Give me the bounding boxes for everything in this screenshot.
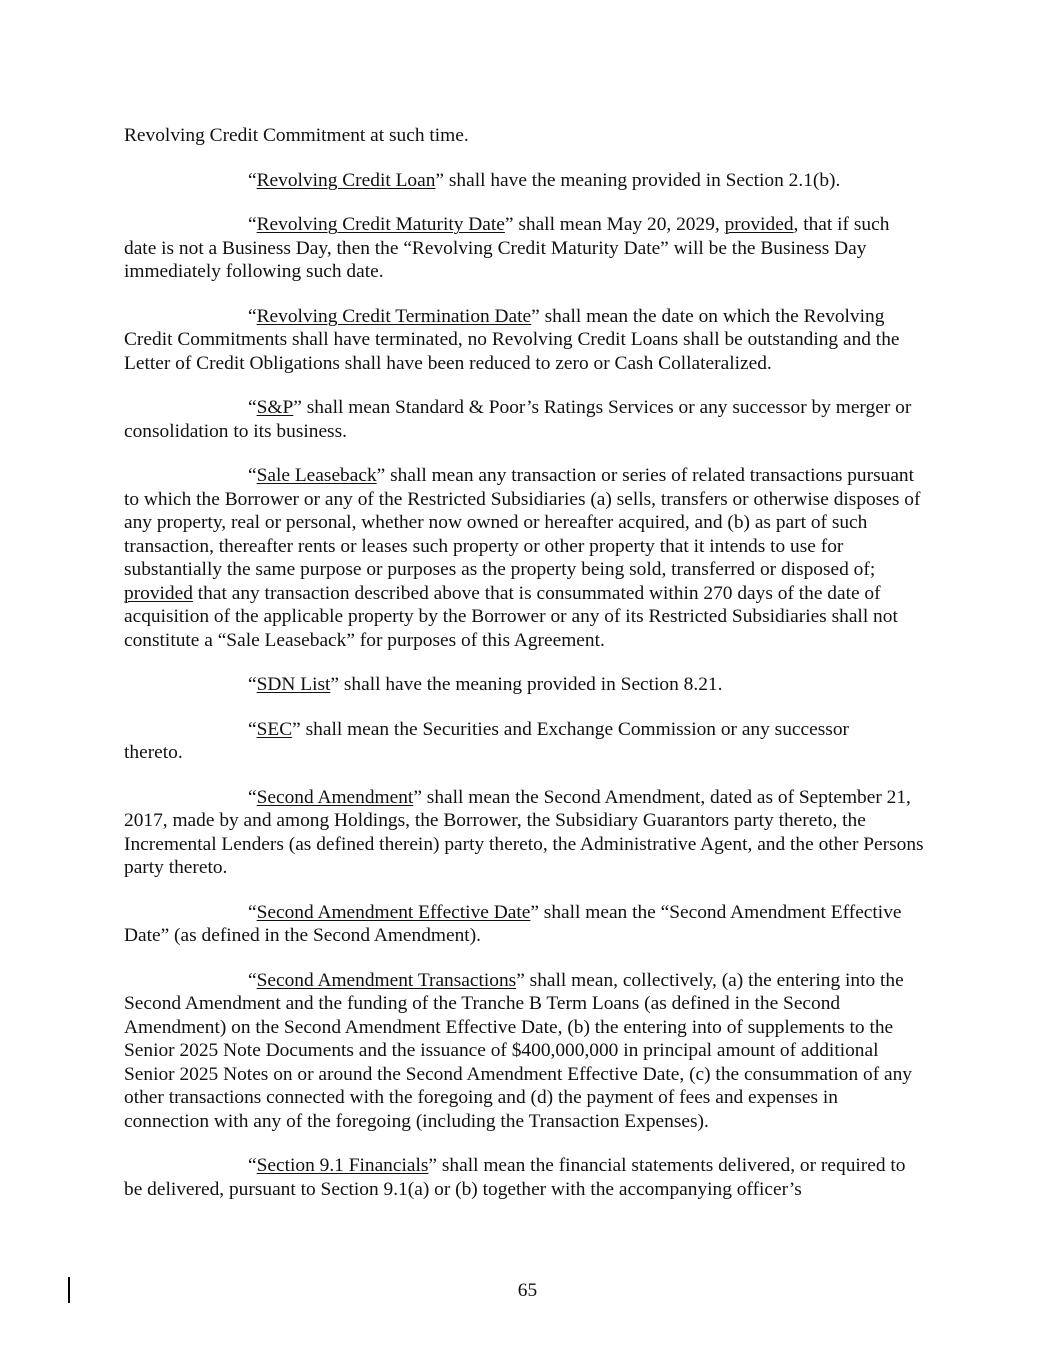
- definition-second-amendment-transactions: “Second Amendment Transactions” shall mean, collectively, (a) the entering into the Second Amendment and the funding of the Tranche B Term Loans (as defined in the Second Amendment) on the Second Amendment Effective Date, (b) the entering into of supplements to the Senior 2025 Note Documents and the issuance of $400,000,000 in principal amount of additional Senior 2025 Notes on or around the Second Amendment Effective Date, (c) the consummation of any other transactions connected with the foregoing and (d) the payment of fees and expenses in connection with any of the foregoing (including the Transaction Expenses).: [124, 969, 912, 1132]
- document-page: [124, 124, 926, 1222]
- proviso-term: provided: [724, 214, 794, 235]
- definition-sec: “SEC” shall mean the Securities and Exchange Commission or any successor thereto.: [124, 718, 926, 765]
- defined-term: S&P: [256, 397, 294, 418]
- definition-second-amendment: “Second Amendment” shall mean the Second Amendment, dated as of September 21, 2017, made by and among Holdings, the Borrower, the Subsidiary Guarantors party thereto, the Incremental Lenders (as defined therein) party thereto, the Administrative Agent, and the other Persons party thereto.: [124, 786, 924, 878]
- defined-term: Section 9.1 Financials: [256, 1155, 429, 1176]
- defined-term: Sale Leaseback: [256, 465, 377, 486]
- defined-term: Second Amendment Transactions: [256, 969, 517, 991]
- definition-revolving-credit-termination-date: “Revolving Credit Termination Date” shall mean the date on which the Revolving Credit Commitments shall have terminated, no Revolving Credit Loans shall be outstanding and the Letter of Credit Obligations shall have been reduced to zero or Cash Collateralized.: [124, 305, 900, 374]
- defined-term: Second Amendment: [256, 786, 414, 808]
- proviso-term: provided: [124, 582, 193, 604]
- defined-term: SEC: [256, 718, 293, 740]
- defined-term: SDN List: [256, 674, 331, 695]
- defined-term: Second Amendment Effective Date: [256, 901, 531, 923]
- defined-term: Revolving Credit Loan: [256, 169, 436, 191]
- carryover-paragraph: Revolving Credit Commitment at such time.: [124, 125, 469, 146]
- definition-revolving-credit-loan: “Revolving Credit Loan” shall have the meaning provided in Section 2.1(b).: [248, 169, 841, 191]
- definition-revolving-credit-maturity-date: “Revolving Credit Maturity Date” shall mean May 20, 2029, provided, that if such date is not a Business Day, then the “Revolving Credit Maturity Date” will be the Business Day immediately following such date.: [124, 214, 890, 282]
- definition-s-and-p: “S&P” shall mean Standard & Poor’s Ratings Services or any successor by merger or consolidation to its business.: [124, 397, 912, 442]
- page-number: 65: [517, 1280, 538, 1301]
- definition-section-9-1-financials: “Section 9.1 Financials” shall mean the financial statements delivered, or required to be delivered, pursuant to Section 9.1(a) or (b) together with the accompanying officer’s: [124, 1155, 906, 1200]
- definition-sale-leaseback: “Sale Leaseback” shall mean any transaction or series of related transactions pursuant to which the Borrower or any of the Restricted Subsidiaries (a) sells, transfers or otherwise disposes of any property, real or personal, whether now owned or hereafter acquired, and (b) as part of such transaction, thereafter rents or leases such property or other property that it intends to use for substantially the same purpose or purposes as the property being sold, transferred or disposed of; provided that any transaction described above that is consummated within 270 days of the date of acquisition of the applicable property by the Borrower or any of its Restricted Subsidiaries shall not constitute a “Sale Leaseback” for purposes of this Agreement.: [124, 465, 921, 651]
- defined-term: Revolving Credit Maturity Date: [256, 214, 505, 235]
- definition-sdn-list: “SDN List” shall have the meaning provided in Section 8.21.: [248, 674, 723, 695]
- definition-sec-tail: thereto.: [124, 742, 183, 763]
- defined-term: Revolving Credit Termination Date: [256, 305, 532, 327]
- definition-second-amendment-effective-date: “Second Amendment Effective Date” shall mean the “Second Amendment Effective Date” (as defined in the Second Amendment).: [124, 901, 902, 946]
